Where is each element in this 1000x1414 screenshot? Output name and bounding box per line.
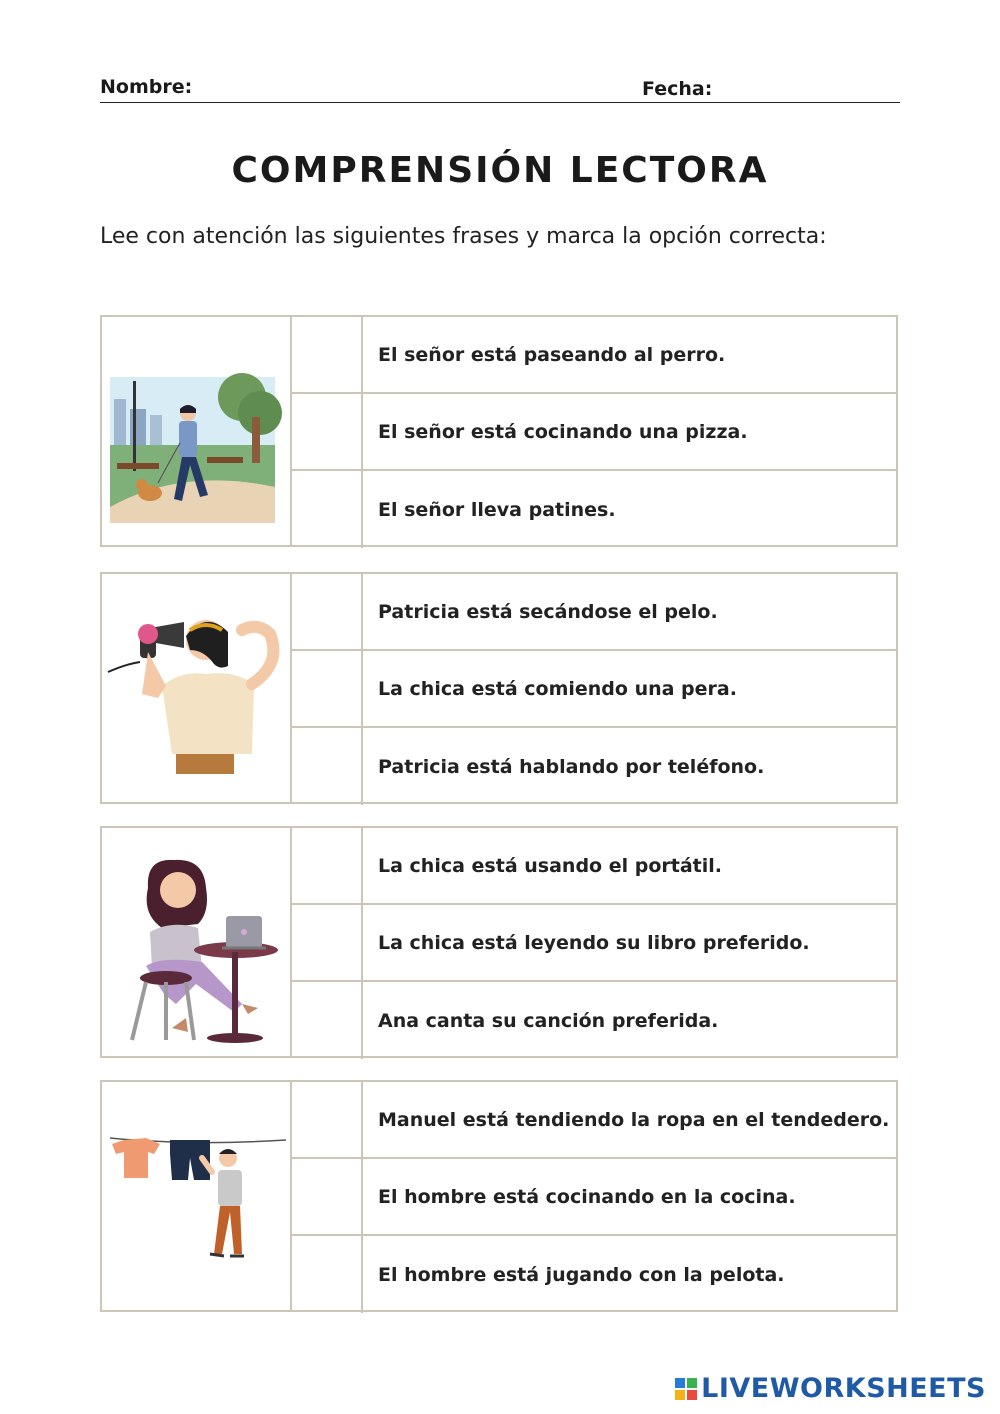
option-row (292, 471, 896, 548)
option-row (292, 728, 896, 805)
image-cell (102, 1082, 292, 1310)
option-row (292, 394, 896, 471)
answer-checkbox[interactable] (292, 728, 363, 805)
answer-checkbox[interactable] (292, 574, 363, 649)
question-block-3 (100, 826, 898, 1058)
option-text: La chica está leyendo su libro preferido. (378, 931, 810, 954)
answer-checkbox[interactable] (292, 982, 363, 1059)
question-block-4 (100, 1080, 898, 1312)
option-text: La chica está usando el portátil. (378, 854, 722, 877)
instructions: Lee con atención las siguientes frases y marca la opción correcta: (100, 224, 827, 249)
answer-checkbox[interactable] (292, 317, 363, 392)
name-label: Nombre: (100, 76, 193, 98)
option-row (292, 905, 896, 982)
answer-checkbox[interactable] (292, 1159, 363, 1234)
brand-name: LIVEWORKSHEETS (701, 1373, 986, 1404)
option-text: El hombre está cocinando en la cocina. (378, 1185, 796, 1208)
option-row (292, 651, 896, 728)
option-row (292, 1082, 896, 1159)
option-row (292, 1236, 896, 1313)
option-text: El señor está cocinando una pizza. (378, 420, 748, 443)
man-hanging-laundry-illustration (102, 1082, 290, 1310)
option-text: El señor está paseando al perro. (378, 343, 726, 366)
option-text: Ana canta su canción preferida. (378, 1009, 719, 1032)
answer-checkbox[interactable] (292, 651, 363, 726)
page-title: COMPRENSIÓN LECTORA (231, 150, 769, 191)
answer-checkbox[interactable] (292, 1236, 363, 1313)
header (100, 72, 900, 103)
date-label: Fecha: (642, 78, 713, 100)
answer-checkbox[interactable] (292, 828, 363, 903)
answer-checkbox[interactable] (292, 1082, 363, 1157)
option-row (292, 574, 896, 651)
image-cell (102, 574, 292, 802)
man-walking-dog-illustration (102, 317, 290, 545)
option-row (292, 982, 896, 1059)
image-cell (102, 828, 292, 1056)
answer-checkbox[interactable] (292, 471, 363, 548)
option-row (292, 828, 896, 905)
option-text: La chica está comiendo una pera. (378, 677, 737, 700)
option-text: Patricia está hablando por teléfono. (378, 755, 765, 778)
question-block-2 (100, 572, 898, 804)
girl-drying-hair-illustration (102, 574, 290, 802)
answer-checkbox[interactable] (292, 394, 363, 469)
option-text: El señor lleva patines. (378, 498, 616, 521)
liveworksheets-logo-icon (675, 1378, 697, 1400)
option-text: Patricia está secándose el pelo. (378, 600, 718, 623)
answer-checkbox[interactable] (292, 905, 363, 980)
image-cell (102, 317, 292, 545)
option-row (292, 1159, 896, 1236)
option-text: Manuel está tendiendo la ropa en el tendedero. (378, 1108, 890, 1131)
footer (675, 1373, 986, 1404)
option-text: El hombre está jugando con la pelota. (378, 1263, 785, 1286)
option-row (292, 317, 896, 394)
girl-using-laptop-illustration (102, 828, 290, 1056)
question-block-1 (100, 315, 898, 547)
